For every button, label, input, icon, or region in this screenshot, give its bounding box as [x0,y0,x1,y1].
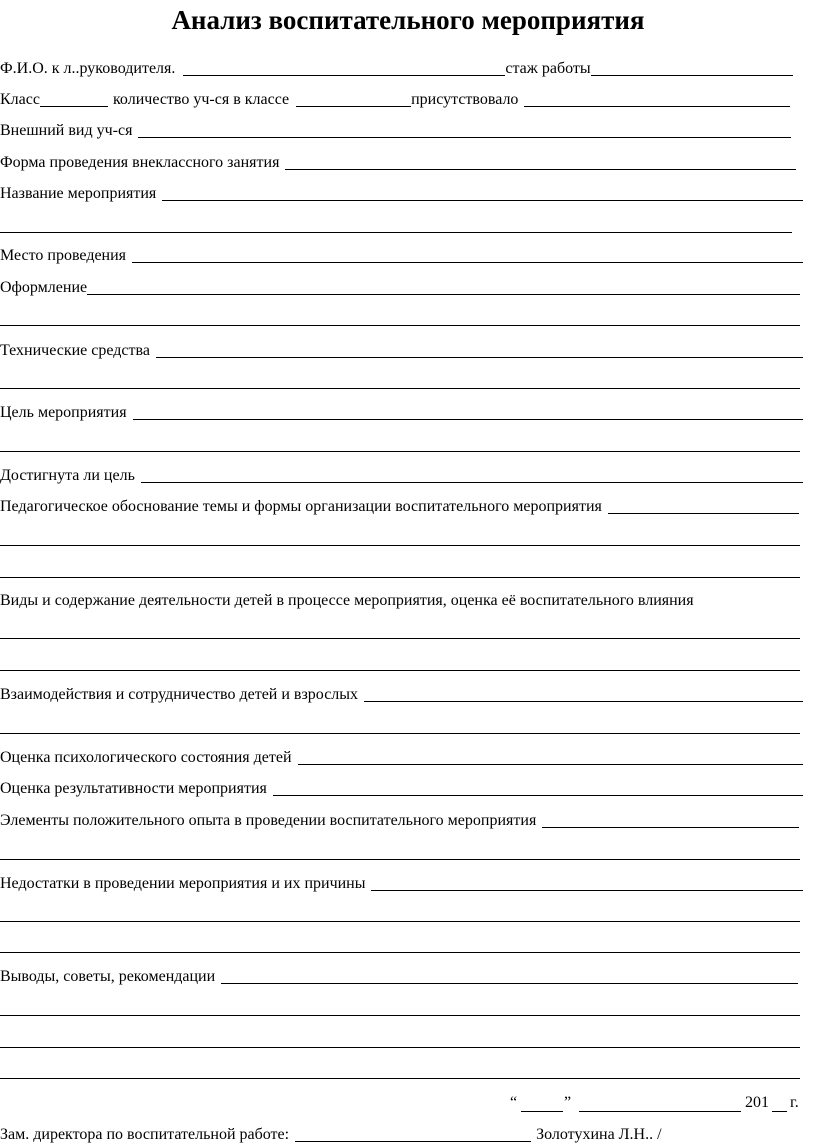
signature-label: Зам. директора по воспитательной работе: [0,1126,290,1143]
mesto-label: Место проведения [0,247,127,264]
cel-field[interactable] [133,404,803,420]
mesto-row [0,245,803,265]
forma-row [0,152,803,172]
obosnovanie-row [0,496,803,516]
dostignuta-row [0,465,803,485]
psih-field[interactable] [298,749,803,765]
klass-field[interactable] [40,91,108,107]
blank-line[interactable] [0,921,800,922]
fio-row [0,58,803,78]
vidy-row [0,590,803,610]
blank-line[interactable] [0,451,800,452]
nazvanie-label: Название мероприятия [0,185,157,202]
rezult-field[interactable] [273,780,803,796]
vzaimodeystviya-row [0,684,803,704]
nedostatki-row [0,873,803,893]
date-close-quote: ” [564,1094,572,1111]
fio-field[interactable] [183,60,505,76]
elementy-row [0,810,803,830]
kolichestvo-label: количество уч-ся в классе [112,91,290,108]
blank-line[interactable] [0,545,800,546]
rezult-row [0,778,803,798]
blank-line[interactable] [0,1015,800,1016]
rezult-label: Оценка результативности мероприятия [0,780,267,797]
stazh-label: стаж работы [505,60,591,77]
kolichestvo-field[interactable] [296,91,411,107]
oformlenie-label: Оформление [0,279,88,296]
klass-row [0,89,803,109]
nazvanie-row [0,183,803,203]
date-open-quote: “ [510,1094,518,1111]
stazh-field[interactable] [591,60,793,76]
mesto-field[interactable] [132,247,803,263]
blank-line[interactable] [0,325,800,326]
klass-label: Класс [0,91,40,108]
signature-name: Золотухина Л.Н.. / [536,1126,662,1143]
cel-row [0,402,803,422]
date-day-field[interactable] [521,1096,563,1112]
vneshniy-vid-row [0,120,803,140]
psih-label: Оценка психологического состояния детей [0,749,292,766]
cel-label: Цель мероприятия [0,404,127,421]
oformlenie-field[interactable] [87,279,800,295]
fio-label: Ф.И.О. к л..руководителя. [0,60,176,77]
tech-row [0,340,803,360]
vyvody-label: Выводы, советы, рекомендации [0,968,216,985]
blank-line[interactable] [0,1078,800,1079]
prisutstvovalo-label: присутствовало [411,91,519,108]
blank-line[interactable] [0,952,800,953]
forma-label: Форма проведения внеклассного занятия [0,154,280,171]
vyvody-row [0,966,803,986]
date-month-field[interactable] [579,1096,741,1112]
psih-row [0,747,803,767]
vidy-label: Виды и содержание деятельности детей в процессе мероприятия, оценка её воспитательного влияния [0,592,694,609]
obosnovanie-field[interactable] [608,498,799,514]
vzaimodeystviya-label: Взаимодействия и сотрудничество детей и взрослых [0,686,359,703]
date-year-prefix: 201 [745,1094,769,1111]
blank-line[interactable] [0,388,800,389]
prisutstvovalo-field[interactable] [524,91,790,107]
signature-field[interactable] [295,1126,531,1142]
blank-line[interactable] [0,859,800,860]
obosnovanie-label: Педагогическое обоснование темы и формы организации воспитательного мероприятия [0,498,602,515]
blank-line[interactable] [0,1047,800,1048]
blank-line[interactable] [0,638,800,639]
elementy-field[interactable] [542,812,799,828]
elementy-label: Элементы положительного опыта в проведении воспитательного мероприятия [0,812,537,829]
nedostatki-field[interactable] [371,875,803,891]
blank-line[interactable] [0,577,800,578]
tech-label: Технические средства [0,342,150,359]
forma-field[interactable] [285,154,796,170]
vneshniy-vid-field[interactable] [138,122,791,138]
date-year-field[interactable] [772,1096,787,1112]
dostignuta-label: Достигнута ли цель [0,467,135,484]
blank-line[interactable] [0,670,800,671]
page-title: Анализ воспитательного мероприятия [171,5,645,35]
oformlenie-row [0,277,803,297]
nedostatki-label: Недостатки в проведении мероприятия и их причины [0,875,366,892]
date-year-suffix: г. [790,1094,799,1111]
signature-row [0,1124,816,1144]
date-line [0,1092,810,1112]
dostignuta-field[interactable] [141,467,803,483]
nazvanie-field[interactable] [162,185,803,201]
blank-line[interactable] [0,733,800,734]
vneshniy-vid-label: Внешний вид уч-ся [0,122,133,139]
vzaimodeystviya-field[interactable] [364,686,803,702]
vyvody-field[interactable] [221,968,798,984]
blank-line[interactable] [0,232,792,233]
tech-field[interactable] [156,342,803,358]
